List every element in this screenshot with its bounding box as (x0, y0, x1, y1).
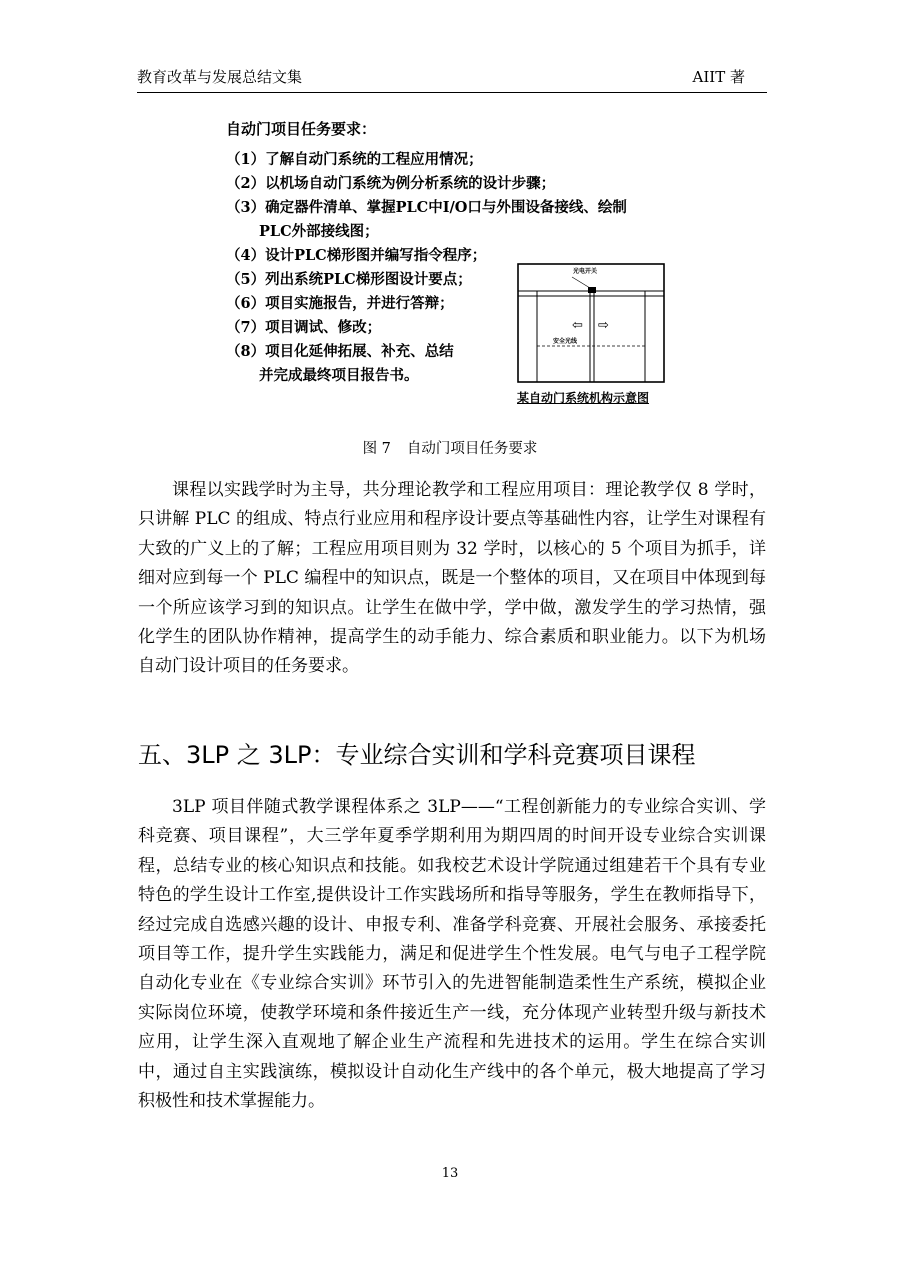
task-item (226, 172, 556, 196)
header-author: AIIT 著 (692, 68, 745, 86)
task-item (226, 148, 526, 172)
task-item (226, 340, 526, 388)
page-number: 13 (441, 1166, 459, 1181)
body-paragraph: 课程以实践学时为主导，共分理论教学和工程应用项目：理论教学仅 8 学时，只讲解 PLC 的组成、特点行业应用和程序设计要点等基础性内容，让学生对课程有大致的广义上的了解；工程应用项目则为 32 学时，以核心的 5 个项目为抓手，详细对应到每一个 PLC 编程中的知识点，既是一个整体的项目，又在项目中体现到每一个所应该学习到的知识点。让学生在做中学，学中做，激发学生的学习热情，强化学生的团队协作精神，提高学生的动手能力、综合素质和职业能力。以下为机场自动门设计项目的任务要求。 (138, 480, 766, 677)
diagram-label-photoelectric: 光电开关 (573, 268, 598, 275)
task-item-text: （7）项目调试、修改； (226, 319, 382, 336)
task-item (226, 292, 526, 316)
figure-title-text: 自动门项目任务要求 (406, 441, 538, 457)
task-item-text: （6）项目实施报告，并进行答辩； (226, 295, 454, 312)
task-item-text: （2）以机场自动门系统为例分析系统的设计步骤； (226, 175, 556, 192)
task-item (226, 316, 526, 340)
body-paragraph: 3LP 项目伴随式教学课程体系之 3LP——“工程创新能力的专业综合实训、学科竞赛、项目课程”，大三学年夏季学期利用为期四周的时间开设专业综合实训课程，总结专业的核心知识点和技能。如我校艺术设计学院通过组建若干个具有专业特色的学生设计工作室,提供设计工作实践场所和指导等服务，学生在教师指导下，经过完成自选感兴趣的设计、申报专利、准备学科竞赛、开展社会服务、承接委托项目等工作，提升学生实践能力，满足和促进学生个性发展。电气与电子工程学院自动化专业在《专业综合实训》环节引入的先进智能制造柔性生产系统，模拟企业实际岗位环境，使教学环境和条件接近生产一线，充分体现产业转型升级与新技术应用，让学生深入直观地了解企业生产流程和先进技术的运用。学生在综合实训中，通过自主实践演练，模拟设计自动化生产线中的各个单元，极大地提高了学习积极性和技术掌握能力。 (138, 797, 766, 1112)
task-item-text: （1）了解自动门系统的工程应用情况； (226, 151, 483, 168)
page-header (137, 66, 767, 93)
arrow-right-icon: ⇨ (598, 318, 609, 333)
task-item-text: （5）列出系统PLC梯形图设计要点； (226, 271, 472, 288)
section-heading: 五、3LP 之 3LP：专业综合实训和学科竞赛项目课程 (138, 741, 696, 769)
arrow-left-icon: ⇦ (572, 318, 583, 333)
figure-number: 图 7 (362, 441, 391, 457)
figure-title (0, 437, 900, 458)
task-item-continuation: PLC外部接线图； (259, 223, 379, 240)
task-title: 自动门项目任务要求： (226, 120, 377, 138)
task-item (226, 244, 526, 268)
task-item-text: （8）项目化延伸拓展、补充、总结 (226, 343, 454, 360)
automatic-door-diagram (517, 263, 665, 383)
task-item-continuation: 并完成最终项目报告书。 (259, 367, 419, 384)
task-item-text: （4）设计PLC梯形图并编写指令程序； (226, 247, 487, 264)
task-item-text: （3）确定器件清单、掌握PLC中I/O口与外围设备接线、绘制 (226, 199, 627, 216)
diagram-caption: 某自动门系统机构示意图 (517, 391, 650, 405)
task-item (226, 196, 627, 244)
diagram-label-safety: 安全光线 (553, 338, 578, 345)
header-title: 教育改革与发展总结文集 (137, 68, 303, 86)
task-item (226, 268, 526, 292)
